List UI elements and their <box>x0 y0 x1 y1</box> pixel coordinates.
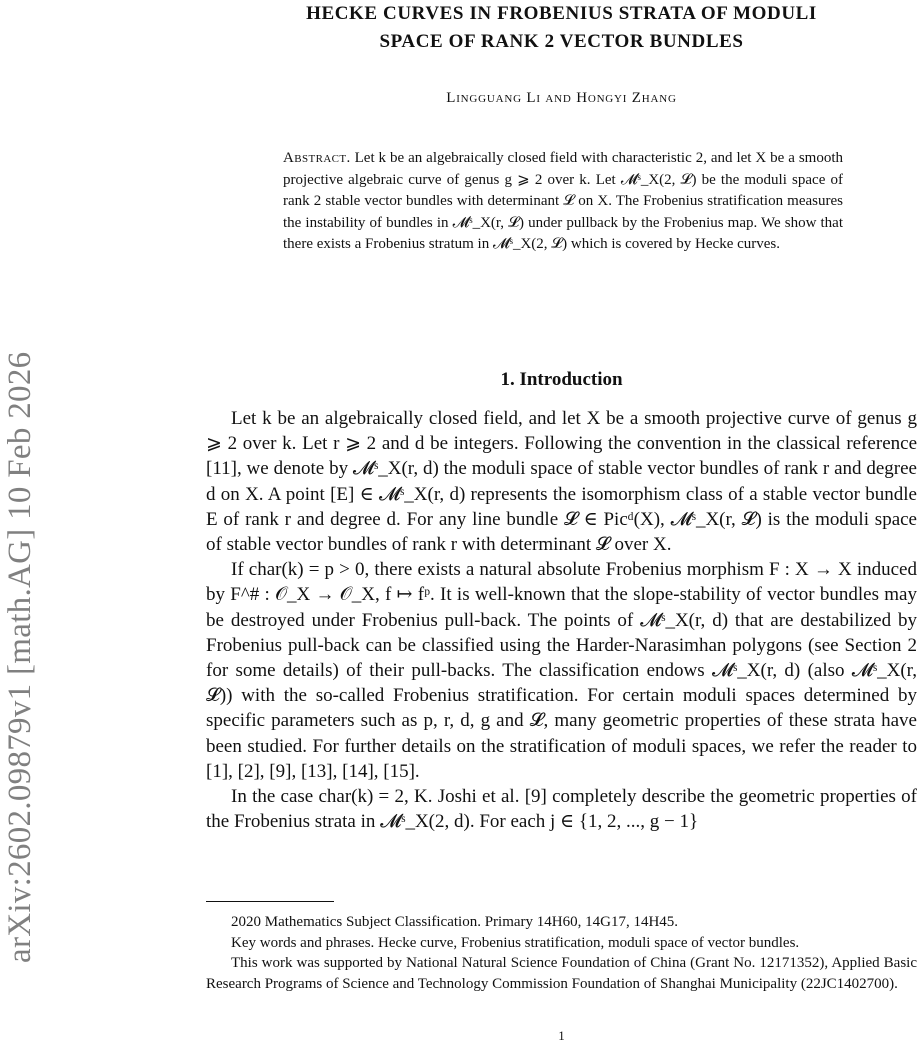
paragraph-3: In the case char(k) = 2, K. Joshi et al. [9] completely describe the geometric properties of the Frobenius strata in 𝓜ˢ_X(2, d). For each j ∈ {1, 2, ..., g − 1} <box>206 786 917 833</box>
footnote-rule <box>206 901 334 902</box>
abstract-text: Let k be an algebraically closed field with characteristic 2, and let X be a smooth projective algebraic curve of genus g ⩾ 2 over k. Let 𝓜ˢ_X(2, 𝓛) be the moduli space of rank 2 stable vector bundles with determinant 𝓛 on X. The Frobenius stratification measures the instability of bundles in 𝓜ˢ_X(r, 𝓛) under pullback by the Frobenius map. We show that there exists a Frobenius stratum in 𝓜ˢ_X(2, 𝓛) which is covered by Hecke curves. <box>283 150 843 253</box>
abstract <box>283 148 843 256</box>
title-line-2: SPACE OF RANK 2 VECTOR BUNDLES <box>379 31 744 52</box>
introduction-body <box>206 406 917 834</box>
footnote-msc: 2020 Mathematics Subject Classification. Primary 14H60, 14G17, 14H45. <box>231 914 679 930</box>
abstract-label: Abstract. <box>283 150 351 166</box>
footnotes <box>206 912 917 994</box>
paragraph-2: If char(k) = p > 0, there exists a natural absolute Frobenius morphism F : X → X induced by F^# : 𝒪_X → 𝒪_X, f ↦ fᵖ. It is well-known that the slope-stability of vector bundles may be destroyed under Frobenius pull-back. The points of 𝓜ˢ_X(r, d) that are destabilized by Frobenius pull-back can be classified using the Harder-Narasimhan polygons (see Section 2 for some details) of their pull-backs. The classification endows 𝓜ˢ_X(r, d) (also 𝓜ˢ_X(r, 𝓛)) with the so-called Frobenius stratification. For certain moduli spaces determined by specific parameters such as p, r, d, g and 𝓛, many geometric properties of these strata have been studied. For further details on the stratification of moduli spaces, we refer the reader to [1], [2], [9], [13], [14], [15]. <box>206 559 917 782</box>
authors: Lingguang Li and Hongyi Zhang <box>446 90 677 106</box>
page-number: 1 <box>558 1028 565 1043</box>
paper-title <box>206 0 917 56</box>
arxiv-identifier: arXiv:2602.09879v1 [math.AG] 10 Feb 2026 <box>2 351 38 963</box>
title-line-1: HECKE CURVES IN FROBENIUS STRATA OF MODULI <box>306 3 817 24</box>
footnote-keywords: Key words and phrases. Hecke curve, Frobenius stratification, moduli space of vector bundles. <box>231 934 800 951</box>
footnote-funding: This work was supported by National Natural Science Foundation of China (Grant No. 12171352), Applied Basic Research Programs of Science and Technology Commission Foundation of Shanghai Municipality (22JC1402700). <box>206 955 917 992</box>
paragraph-1: Let k be an algebraically closed field, and let X be a smooth projective curve of genus g ⩾ 2 over k. Let r ⩾ 2 and d be integers. Following the convention in the classical reference [11], we denote by 𝓜ˢ_X(r, d) the moduli space of stable vector bundles of rank r and degree d on X. A point [E] ∈ 𝓜ˢ_X(r, d) represents the isomorphism class of a stable vector bundle E of rank r and degree d. For any line bundle 𝓛 ∈ Picᵈ(X), 𝓜ˢ_X(r, 𝓛) is the moduli space of stable vector bundles of rank r with determinant 𝓛 over X. <box>206 408 917 556</box>
section-title: 1. Introduction <box>500 369 623 390</box>
